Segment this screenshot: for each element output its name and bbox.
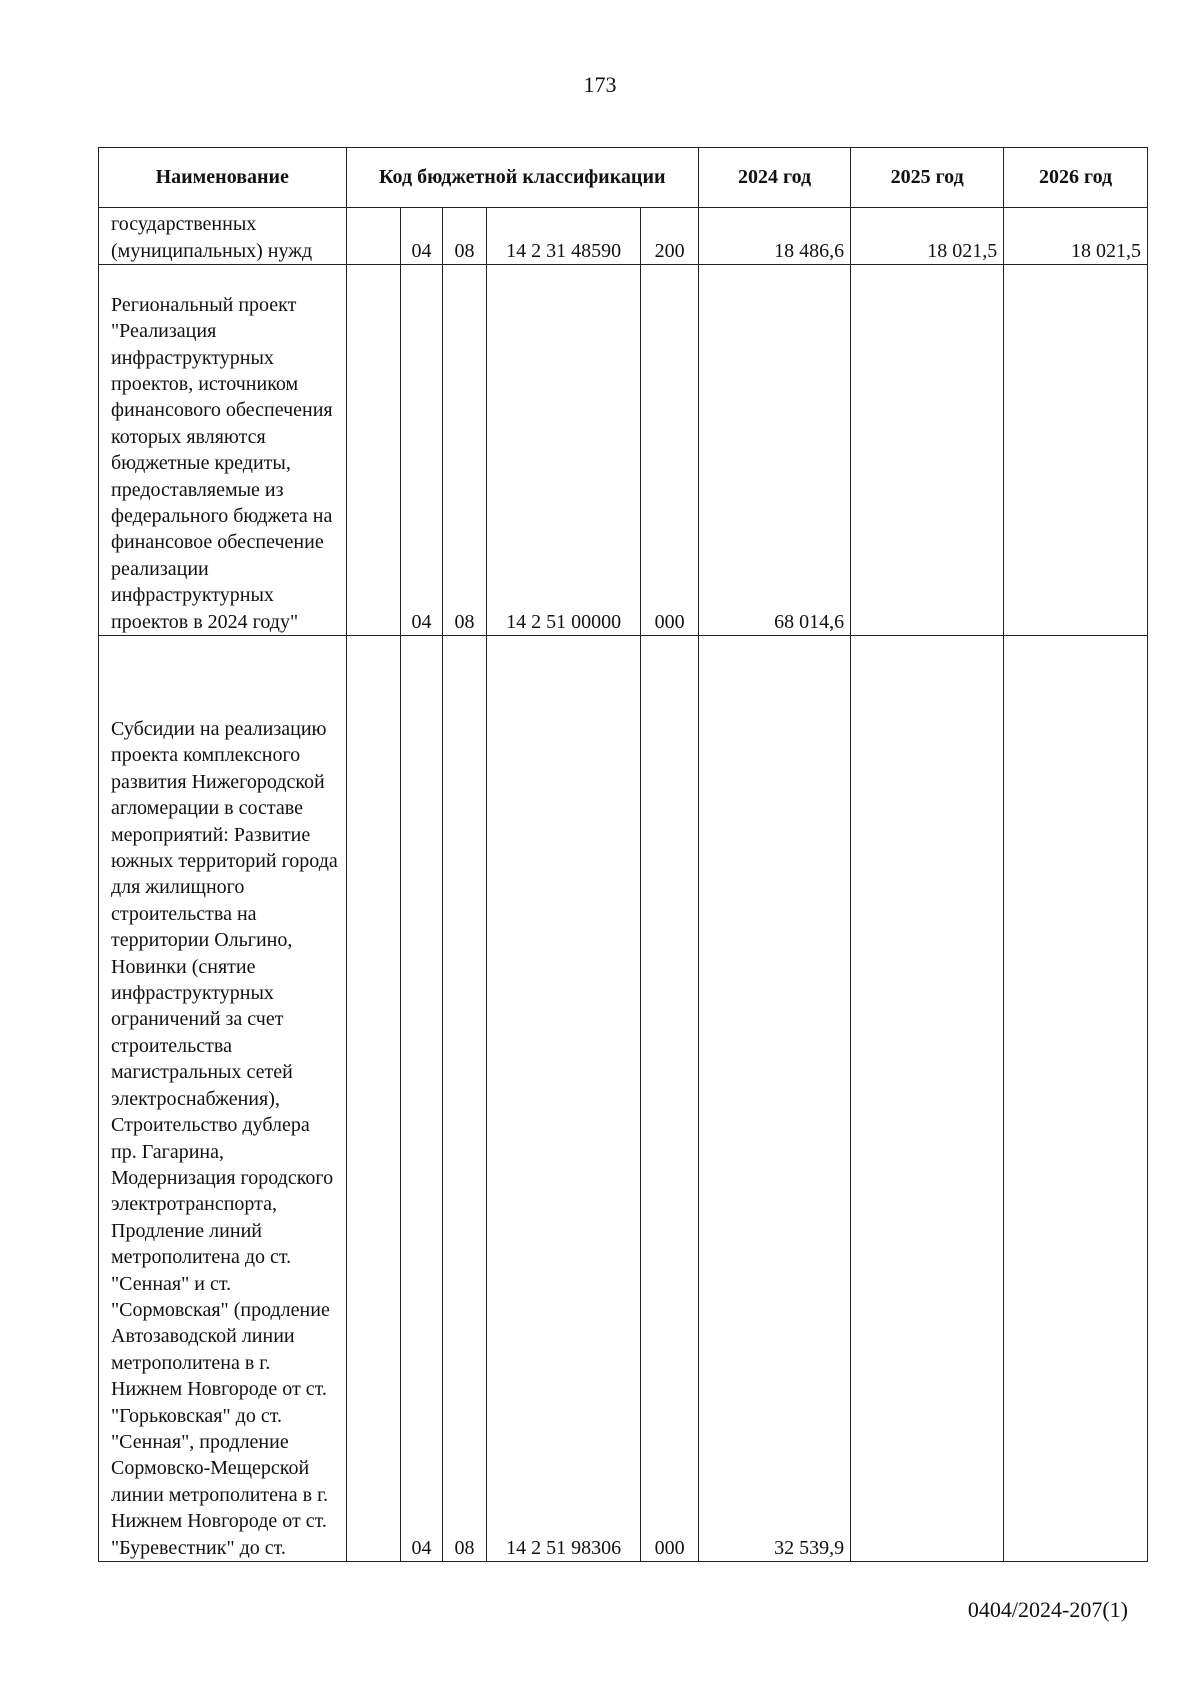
document-code: 0404/2024-207(1) — [967, 1597, 1128, 1622]
code-part-1 — [346, 208, 401, 265]
code-section: 04 — [401, 208, 443, 265]
row-name: государственных (муниципальных) нужд — [99, 208, 347, 265]
code-section: 04 — [401, 636, 443, 1562]
table-row — [99, 265, 1148, 636]
table-row — [99, 636, 1148, 1562]
code-target-article: 14 2 51 98306 — [487, 636, 641, 1562]
code-target-article: 14 2 51 00000 — [487, 265, 641, 636]
value-2024: 32 539,9 — [699, 636, 851, 1562]
header-budget-code: Код бюджетной классификации — [346, 148, 698, 208]
value-2026 — [1004, 636, 1148, 1562]
code-part-1 — [346, 636, 401, 1562]
code-subsection: 08 — [443, 208, 487, 265]
header-year-2025: 2025 год — [851, 148, 1004, 208]
table-row — [99, 208, 1148, 265]
code-target-article: 14 2 31 48590 — [487, 208, 641, 265]
code-expense-type: 000 — [641, 265, 699, 636]
table-header-row — [99, 148, 1148, 208]
value-2024: 68 014,6 — [699, 265, 851, 636]
budget-table — [98, 147, 1148, 1562]
header-year-2026: 2026 год — [1004, 148, 1148, 208]
page-number: 173 — [583, 72, 617, 97]
value-2024: 18 486,6 — [699, 208, 851, 265]
code-subsection: 08 — [443, 265, 487, 636]
code-part-1 — [346, 265, 401, 636]
code-subsection: 08 — [443, 636, 487, 1562]
code-section: 04 — [401, 265, 443, 636]
code-expense-type: 200 — [641, 208, 699, 265]
header-name: Наименование — [99, 148, 347, 208]
value-2026 — [1004, 265, 1148, 636]
value-2025 — [851, 636, 1004, 1562]
value-2026: 18 021,5 — [1004, 208, 1148, 265]
row-name: Региональный проект "Реализация инфраструктурных проектов, источником финансового обеспечения которых являются бюджетные кредиты, предоставляемые из федерального бюджета на финансовое обеспечение реализации инфраструктурных проектов в 2024 году" — [99, 265, 347, 636]
value-2025: 18 021,5 — [851, 208, 1004, 265]
value-2025 — [851, 265, 1004, 636]
code-expense-type: 000 — [641, 636, 699, 1562]
row-name: Субсидии на реализацию проекта комплексного развития Нижегородской агломерации в составе мероприятий: Развитие южных территорий города для жилищного строительства на территории Ольгино, Новинки (снятие инфраструктурных ограничений за счет строительства магистральных сетей электроснабжения), Строительство дублера пр. Гагарина, Модернизация городского электротранспорта, Продление линий метрополитена до ст. "Сенная" и ст. "Сормовская" (продление Автозаводской линии метрополитена в г. Нижнем Новгороде от ст. "Горьковская" до ст. "Сенная", продление Сормовско-Мещерской линии метрополитена в г. Нижнем Новгороде от ст. "Буревестник" до ст. — [99, 636, 347, 1562]
header-year-2024: 2024 год — [699, 148, 851, 208]
